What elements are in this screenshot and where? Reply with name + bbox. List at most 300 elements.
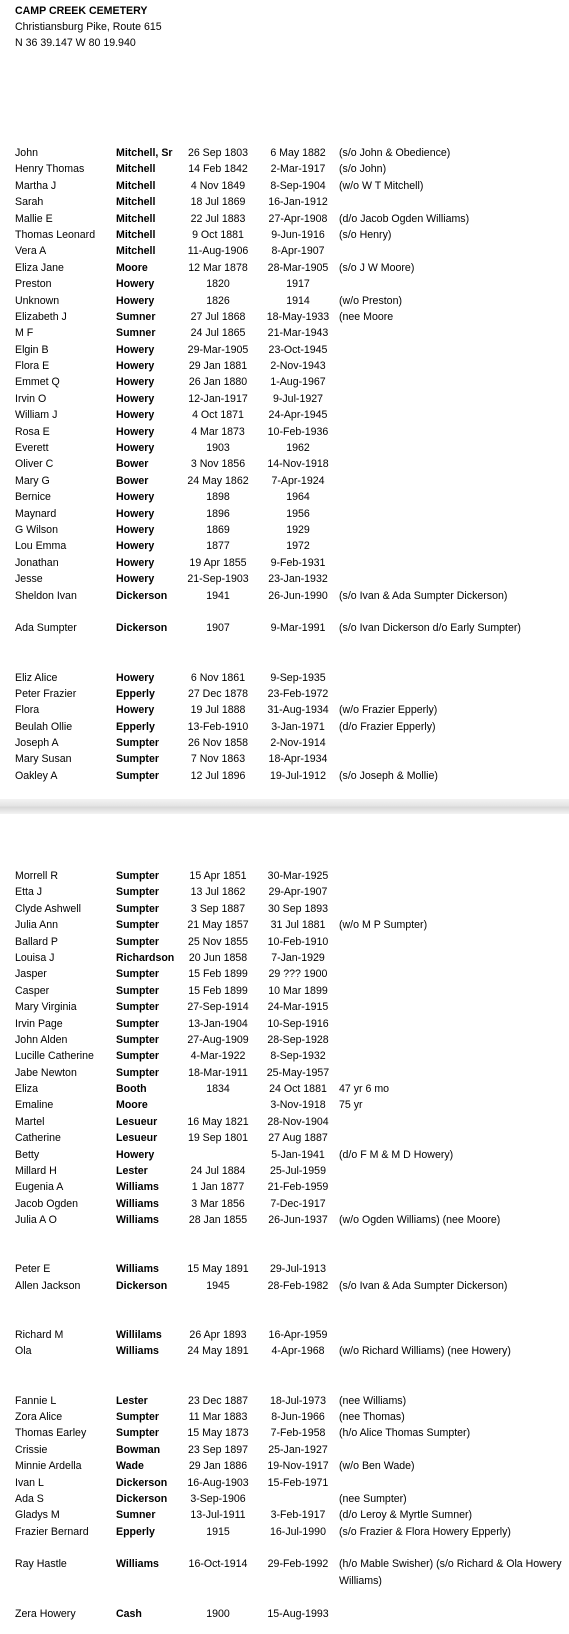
birth-date: 16-Aug-1903 xyxy=(187,1476,249,1489)
burial-list-sheet-2 xyxy=(0,868,569,1622)
last-name: Sumpter xyxy=(116,886,159,899)
burial-row xyxy=(0,1261,569,1277)
first-name: Mary Virginia xyxy=(15,1001,77,1014)
birth-date: 4 Mar 1873 xyxy=(191,425,245,438)
burial-row xyxy=(0,735,569,751)
last-name: Epperly xyxy=(116,1525,155,1538)
burial-row xyxy=(0,473,569,489)
birth-date: 1907 xyxy=(206,622,230,635)
burial-row xyxy=(0,1409,569,1425)
burial-row xyxy=(0,555,569,571)
page-break xyxy=(0,799,569,814)
birth-date: 18 Jul 1869 xyxy=(190,196,246,209)
last-name: Mitchell xyxy=(116,163,156,176)
relation-note: (nee Williams) xyxy=(339,1394,407,1407)
relation-note: (d/o Frazier Epperly) xyxy=(339,720,436,733)
last-name: Sumpter xyxy=(116,935,159,948)
burial-row xyxy=(0,227,569,243)
burial-row xyxy=(0,768,569,784)
first-name: Elgin B xyxy=(15,343,49,356)
burial-row xyxy=(0,243,569,259)
birth-date: 26 Sep 1803 xyxy=(187,147,249,159)
first-name: Minnie Ardella xyxy=(15,1460,82,1473)
last-name: Sumpter xyxy=(116,1427,159,1440)
last-name: Bowman xyxy=(116,1443,161,1456)
last-name: Moore xyxy=(116,1099,148,1112)
burial-row xyxy=(0,1393,569,1409)
burial-row xyxy=(0,1458,569,1474)
death-date: 30 Sep 1893 xyxy=(267,902,329,915)
first-name: Mary Susan xyxy=(15,753,72,766)
birth-date: 27 Jul 1868 xyxy=(190,310,246,323)
death-date: 28-Sep-1928 xyxy=(267,1033,329,1046)
last-name: Williams xyxy=(116,1214,159,1227)
first-name: Everett xyxy=(15,442,49,455)
birth-date: 4 Oct 1871 xyxy=(192,409,244,422)
last-name: Howery xyxy=(116,523,155,536)
relation-note: (w/o Ben Wade) xyxy=(339,1460,415,1473)
last-name: Sumpter xyxy=(116,1410,159,1423)
birth-date: 1 Jan 1877 xyxy=(191,1181,245,1194)
birth-date: 1896 xyxy=(206,507,230,520)
last-name: Howery xyxy=(116,425,155,438)
death-date: 10 Mar 1899 xyxy=(268,984,328,997)
burial-row xyxy=(0,1032,569,1048)
last-name: Mitchell xyxy=(116,245,156,258)
last-name: Howery xyxy=(116,278,155,291)
birth-date: 24 Jul 1884 xyxy=(190,1165,246,1178)
birth-date: 1826 xyxy=(206,294,230,307)
first-name: Allen Jackson xyxy=(15,1279,81,1292)
birth-date: 13-Jan-1904 xyxy=(188,1017,248,1030)
burial-row xyxy=(0,342,569,358)
first-name: John Alden xyxy=(15,1033,68,1046)
first-name: Peter Frazier xyxy=(15,687,77,700)
birth-date: 13 Jul 1862 xyxy=(190,886,246,899)
first-name: Mary G xyxy=(15,474,50,487)
last-name: Howery xyxy=(116,540,155,553)
first-name: Catherine xyxy=(15,1132,61,1145)
birth-date: 21-Sep-1903 xyxy=(187,573,249,586)
birth-date: 24 May 1862 xyxy=(187,474,249,487)
first-name: Flora xyxy=(15,704,40,717)
relation-note: (s/o Ivan & Ada Sumpter Dickerson) xyxy=(339,589,508,602)
death-date: 7-Feb-1958 xyxy=(270,1427,326,1440)
death-date: 8-Sep-1932 xyxy=(270,1050,326,1063)
death-date: 8-Apr-1907 xyxy=(271,245,325,258)
death-date: 9-Feb-1931 xyxy=(270,556,326,569)
birth-date: 13-Feb-1910 xyxy=(187,720,249,733)
death-date: 2-Nov-1943 xyxy=(270,360,326,373)
burial-row xyxy=(0,702,569,718)
last-name: Booth xyxy=(116,1083,147,1096)
burial-row xyxy=(0,901,569,917)
birth-date: 25 Nov 1855 xyxy=(187,935,249,948)
first-name: Ray Hastle xyxy=(15,1558,67,1571)
birth-date: 11-Aug-1906 xyxy=(187,245,249,258)
first-name: Flora E xyxy=(15,360,50,373)
burial-row xyxy=(0,1491,569,1507)
death-date: 21-Feb-1959 xyxy=(267,1181,329,1194)
death-date: 21-Mar-1943 xyxy=(267,327,329,340)
birth-date: 26 Jan 1880 xyxy=(188,376,248,389)
birth-date: 16-Oct-1914 xyxy=(188,1558,248,1571)
first-name: Emaline xyxy=(15,1099,54,1112)
burial-row xyxy=(0,588,569,621)
burial-row xyxy=(0,456,569,472)
burial-row xyxy=(0,884,569,900)
first-name: Vera A xyxy=(15,245,47,258)
last-name: Epperly xyxy=(116,720,155,733)
first-name: Peter E xyxy=(15,1263,51,1276)
burial-row xyxy=(0,374,569,390)
burial-row xyxy=(0,1016,569,1032)
death-date: 19-Jul-1912 xyxy=(270,769,326,782)
last-name: Howery xyxy=(116,392,155,405)
birth-date: 24 May 1891 xyxy=(187,1345,249,1358)
burial-row xyxy=(0,161,569,177)
last-name: Howery xyxy=(116,442,155,455)
first-name: Louisa J xyxy=(15,951,55,964)
death-date: 28-Mar-1905 xyxy=(267,261,329,274)
birth-date: 13-Jul-1911 xyxy=(190,1509,246,1522)
birth-date: 15 Feb 1899 xyxy=(188,984,248,997)
first-name: Sheldon Ivan xyxy=(15,589,77,602)
last-name: Howery xyxy=(116,704,155,717)
first-name: Thomas Earley xyxy=(15,1427,87,1440)
death-date: 24-Mar-1915 xyxy=(267,1001,329,1014)
burial-row xyxy=(0,424,569,440)
death-date: 28-Nov-1904 xyxy=(267,1115,329,1128)
birth-date: 3-Sep-1906 xyxy=(190,1492,246,1505)
burial-row xyxy=(0,868,569,884)
first-name: Henry Thomas xyxy=(15,163,85,176)
birth-date: 19 Sep 1801 xyxy=(187,1132,249,1145)
last-name: Sumpter xyxy=(116,984,159,997)
death-date: 2-Mar-1917 xyxy=(270,163,326,176)
death-date: 1-Aug-1967 xyxy=(270,376,326,389)
last-name: Willilams xyxy=(116,1328,162,1341)
first-name: John xyxy=(15,147,38,159)
death-date: 24 Oct 1881 xyxy=(269,1083,327,1096)
birth-date: 1869 xyxy=(206,523,230,536)
death-date: 1972 xyxy=(286,540,310,553)
death-date: 31-Aug-1934 xyxy=(267,704,329,717)
relation-note: (s/o Henry) xyxy=(339,228,392,241)
last-name: Lester xyxy=(116,1394,148,1407)
first-name: Oliver C xyxy=(15,458,54,471)
first-name: Jasper xyxy=(15,968,47,981)
burial-row xyxy=(0,1606,569,1622)
relation-note: (nee Moore xyxy=(339,310,394,323)
first-name: Irvin O xyxy=(15,392,47,405)
birth-date: 15 May 1873 xyxy=(187,1427,249,1440)
last-name: Mitchell xyxy=(116,212,156,225)
last-name: Bower xyxy=(116,474,149,487)
burial-row xyxy=(0,522,569,538)
first-name: Preston xyxy=(15,278,52,291)
first-name: Ada S xyxy=(15,1492,44,1505)
last-name: Howery xyxy=(116,1148,155,1161)
death-date: 5-Jan-1941 xyxy=(271,1148,325,1161)
first-name: Lou Emma xyxy=(15,540,67,553)
death-date: 9-Mar-1991 xyxy=(270,622,326,635)
relation-note: (s/o John) xyxy=(339,163,387,176)
first-name: Joseph A xyxy=(15,737,59,750)
first-name: Jabe Newton xyxy=(15,1066,77,1079)
first-name: Elizabeth J xyxy=(15,310,67,323)
death-date: 7-Dec-1917 xyxy=(270,1197,326,1210)
first-name: Ada Sumpter xyxy=(15,622,77,635)
burial-row xyxy=(0,194,569,210)
relation-note: (s/o John & Obedience) xyxy=(339,147,451,159)
birth-date: 16 May 1821 xyxy=(187,1115,249,1128)
death-date: 2-Nov-1914 xyxy=(270,737,326,750)
burial-row xyxy=(0,917,569,933)
first-name: Ivan L xyxy=(15,1476,44,1489)
burial-list-sheet-1 xyxy=(0,145,569,784)
burial-row xyxy=(0,670,569,686)
last-name: Sumpter xyxy=(116,753,159,766)
death-date: 10-Feb-1910 xyxy=(267,935,329,948)
death-date: 1962 xyxy=(286,442,310,455)
burial-row xyxy=(0,751,569,767)
birth-date: 3 Mar 1856 xyxy=(191,1197,245,1210)
birth-date: 1941 xyxy=(206,589,230,602)
cemetery-coordinates: N 36 39.147 W 80 19.940 xyxy=(15,37,136,49)
first-name: Eliza xyxy=(15,1083,38,1096)
first-name: Maynard xyxy=(15,507,57,520)
birth-date: 21 May 1857 xyxy=(187,919,249,932)
first-name: Emmet Q xyxy=(15,376,60,389)
birth-date: 6 Nov 1861 xyxy=(190,671,246,684)
first-name: Zora Alice xyxy=(15,1410,63,1423)
birth-date: 1898 xyxy=(206,491,230,504)
first-name: Jacob Ogden xyxy=(15,1197,79,1210)
last-name: Sumpter xyxy=(116,902,159,915)
first-name: Gladys M xyxy=(15,1509,60,1522)
death-date: 15-Feb-1971 xyxy=(267,1476,329,1489)
death-date: 23-Oct-1945 xyxy=(268,343,328,356)
death-date: 1914 xyxy=(286,294,310,307)
last-name: Williams xyxy=(116,1558,159,1571)
first-name: Julia Ann xyxy=(15,919,58,932)
first-name: Eliza Jane xyxy=(15,261,64,274)
birth-date: 1945 xyxy=(206,1279,230,1292)
death-date: 23-Feb-1972 xyxy=(267,687,329,700)
death-date: 25-Jul-1959 xyxy=(270,1165,326,1178)
last-name: Mitchell, Sr xyxy=(116,147,173,159)
birth-date: 15 May 1891 xyxy=(187,1263,249,1276)
burial-row xyxy=(0,407,569,423)
last-name: Howery xyxy=(116,507,155,520)
first-name: Jesse xyxy=(15,573,43,586)
death-date: 29-Apr-1907 xyxy=(268,886,328,899)
birth-date: 26 Apr 1893 xyxy=(189,1328,247,1341)
first-name: Unknown xyxy=(15,294,60,307)
last-name: Williams xyxy=(116,1197,159,1210)
death-date: 18-Apr-1934 xyxy=(268,753,328,766)
death-date: 23-Jan-1932 xyxy=(268,573,328,586)
burial-row xyxy=(0,1130,569,1146)
relation-note: (h/o Alice Thomas Sumpter) xyxy=(339,1427,471,1440)
last-name: Sumpter xyxy=(116,1001,159,1014)
burial-row xyxy=(0,1097,569,1113)
birth-date: 15 Apr 1851 xyxy=(189,870,247,882)
first-name: Eliz Alice xyxy=(15,671,58,684)
death-date: 3-Feb-1917 xyxy=(270,1509,326,1522)
last-name: Lester xyxy=(116,1165,148,1178)
last-name: Sumpter xyxy=(116,1033,159,1046)
birth-date: 11 Mar 1883 xyxy=(188,1410,248,1423)
death-date: 24-Apr-1945 xyxy=(268,409,328,422)
burial-row xyxy=(0,1343,569,1376)
last-name: Sumpter xyxy=(116,1066,159,1079)
burial-row xyxy=(0,178,569,194)
first-name: William J xyxy=(15,409,58,422)
death-date: 8-Sep-1904 xyxy=(270,179,326,192)
death-date: 9-Jun-1916 xyxy=(271,228,325,241)
death-date: 28-Feb-1982 xyxy=(267,1279,329,1292)
last-name: Wade xyxy=(116,1460,144,1473)
burial-row xyxy=(0,1475,569,1491)
birth-date: 3 Nov 1856 xyxy=(190,458,246,471)
burial-row xyxy=(0,309,569,325)
birth-date: 1915 xyxy=(206,1525,230,1538)
birth-date: 1900 xyxy=(206,1607,230,1620)
last-name: Sumpter xyxy=(116,870,159,882)
cemetery-title: CAMP CREEK CEMETERY xyxy=(15,5,148,17)
death-date: 10-Feb-1936 xyxy=(267,425,329,438)
first-name: Bernice xyxy=(15,491,51,504)
relation-note: (s/o Joseph & Mollie) xyxy=(339,769,438,782)
birth-date: 14 Feb 1842 xyxy=(188,163,248,176)
last-name: Howery xyxy=(116,556,155,569)
burial-row xyxy=(0,1065,569,1081)
burial-row xyxy=(0,1179,569,1195)
birth-date: 7 Nov 1863 xyxy=(190,753,246,766)
last-name: Howery xyxy=(116,409,155,422)
birth-date: 20 Jun 1858 xyxy=(188,951,248,964)
death-date: 15-Aug-1993 xyxy=(267,1607,329,1620)
last-name: Dickerson xyxy=(116,1476,168,1489)
relation-note: (nee Thomas) xyxy=(339,1410,405,1423)
birth-date: 3 Sep 1887 xyxy=(190,902,246,915)
burial-row xyxy=(0,950,569,966)
birth-date: 28 Jan 1855 xyxy=(188,1214,248,1227)
burial-row xyxy=(0,966,569,982)
death-date: 3-Jan-1971 xyxy=(271,720,325,733)
last-name: Moore xyxy=(116,261,148,274)
birth-date: 1834 xyxy=(206,1083,230,1096)
death-date: 16-Apr-1959 xyxy=(268,1328,328,1341)
burial-row xyxy=(0,1278,569,1311)
last-name: Epperly xyxy=(116,687,155,700)
first-name: Beulah Ollie xyxy=(15,720,73,733)
death-date: 29-Jul-1913 xyxy=(270,1263,326,1276)
first-name: Crissie xyxy=(15,1443,48,1456)
birth-date: 1903 xyxy=(206,442,230,455)
last-name: Howery xyxy=(116,343,155,356)
last-name: Howery xyxy=(116,573,155,586)
first-name: Ola xyxy=(15,1345,32,1358)
relation-note: (s/o Ivan Dickerson d/o Early Sumpter) xyxy=(339,622,521,635)
first-name: M F xyxy=(15,327,34,340)
first-name: Thomas Leonard xyxy=(15,228,96,241)
burial-row xyxy=(0,1212,569,1245)
birth-date: 1877 xyxy=(206,540,230,553)
birth-date: 23 Sep 1897 xyxy=(187,1443,249,1456)
first-name: Millard H xyxy=(15,1165,57,1178)
relation-note: (w/o W T Mitchell) xyxy=(339,179,424,192)
death-date: 4-Apr-1968 xyxy=(271,1345,325,1358)
last-name: Mitchell xyxy=(116,196,156,209)
last-name: Williams xyxy=(116,1345,159,1358)
last-name: Dickerson xyxy=(116,1492,168,1505)
birth-date: 19 Jul 1888 xyxy=(190,704,246,717)
burial-row xyxy=(0,1163,569,1179)
birth-date: 27 Dec 1878 xyxy=(187,687,249,700)
birth-date: 29 Jan 1881 xyxy=(188,360,248,373)
burial-row xyxy=(0,506,569,522)
last-name: Bower xyxy=(116,458,149,471)
relation-note: (d/o Jacob Ogden Williams) xyxy=(339,212,470,225)
last-name: Cash xyxy=(116,1607,142,1620)
relation-note: 75 yr xyxy=(339,1099,363,1112)
birth-date: 12 Mar 1878 xyxy=(188,261,248,274)
birth-date: 12 Jul 1896 xyxy=(190,769,246,782)
cemetery-road: Christiansburg Pike, Route 615 xyxy=(15,21,162,33)
burial-row xyxy=(0,686,569,702)
first-name: Richard M xyxy=(15,1328,64,1341)
burial-row xyxy=(0,211,569,227)
birth-date: 29-Mar-1905 xyxy=(187,343,249,356)
first-name: Ballard P xyxy=(15,935,58,948)
burial-row xyxy=(0,440,569,456)
burial-row xyxy=(0,358,569,374)
death-date: 25-May-1957 xyxy=(266,1066,330,1079)
burial-row xyxy=(0,1114,569,1130)
death-date: 1956 xyxy=(286,507,310,520)
burial-row xyxy=(0,325,569,341)
relation-note: (w/o Preston) xyxy=(339,294,402,307)
first-name: Casper xyxy=(15,984,50,997)
burial-row xyxy=(0,719,569,735)
burial-row xyxy=(0,391,569,407)
death-date: 7-Apr-1924 xyxy=(271,474,325,487)
death-date: 26-Jun-1990 xyxy=(268,589,328,602)
death-date: 10-Sep-1916 xyxy=(267,1017,329,1030)
death-date: 1917 xyxy=(286,278,310,291)
last-name: Howery xyxy=(116,491,155,504)
last-name: Sumpter xyxy=(116,737,159,750)
last-name: Sumpter xyxy=(116,769,159,782)
first-name: Mallie E xyxy=(15,212,53,225)
last-name: Lesueur xyxy=(116,1115,158,1128)
death-date: 30-Mar-1925 xyxy=(267,870,329,882)
first-name: Lucille Catherine xyxy=(15,1050,94,1063)
burial-row xyxy=(0,1327,569,1343)
burial-row xyxy=(0,1425,569,1441)
death-date: 29 ??? 1900 xyxy=(268,968,328,981)
birth-date: 24 Jul 1865 xyxy=(190,327,246,340)
birth-date: 27-Sep-1914 xyxy=(187,1001,249,1014)
death-date: 25-Jan-1927 xyxy=(268,1443,328,1456)
death-date: 19-Nov-1917 xyxy=(267,1460,329,1473)
birth-date: 29 Jan 1886 xyxy=(188,1460,248,1473)
burial-row xyxy=(0,1507,569,1523)
last-name: Williams xyxy=(116,1181,159,1194)
